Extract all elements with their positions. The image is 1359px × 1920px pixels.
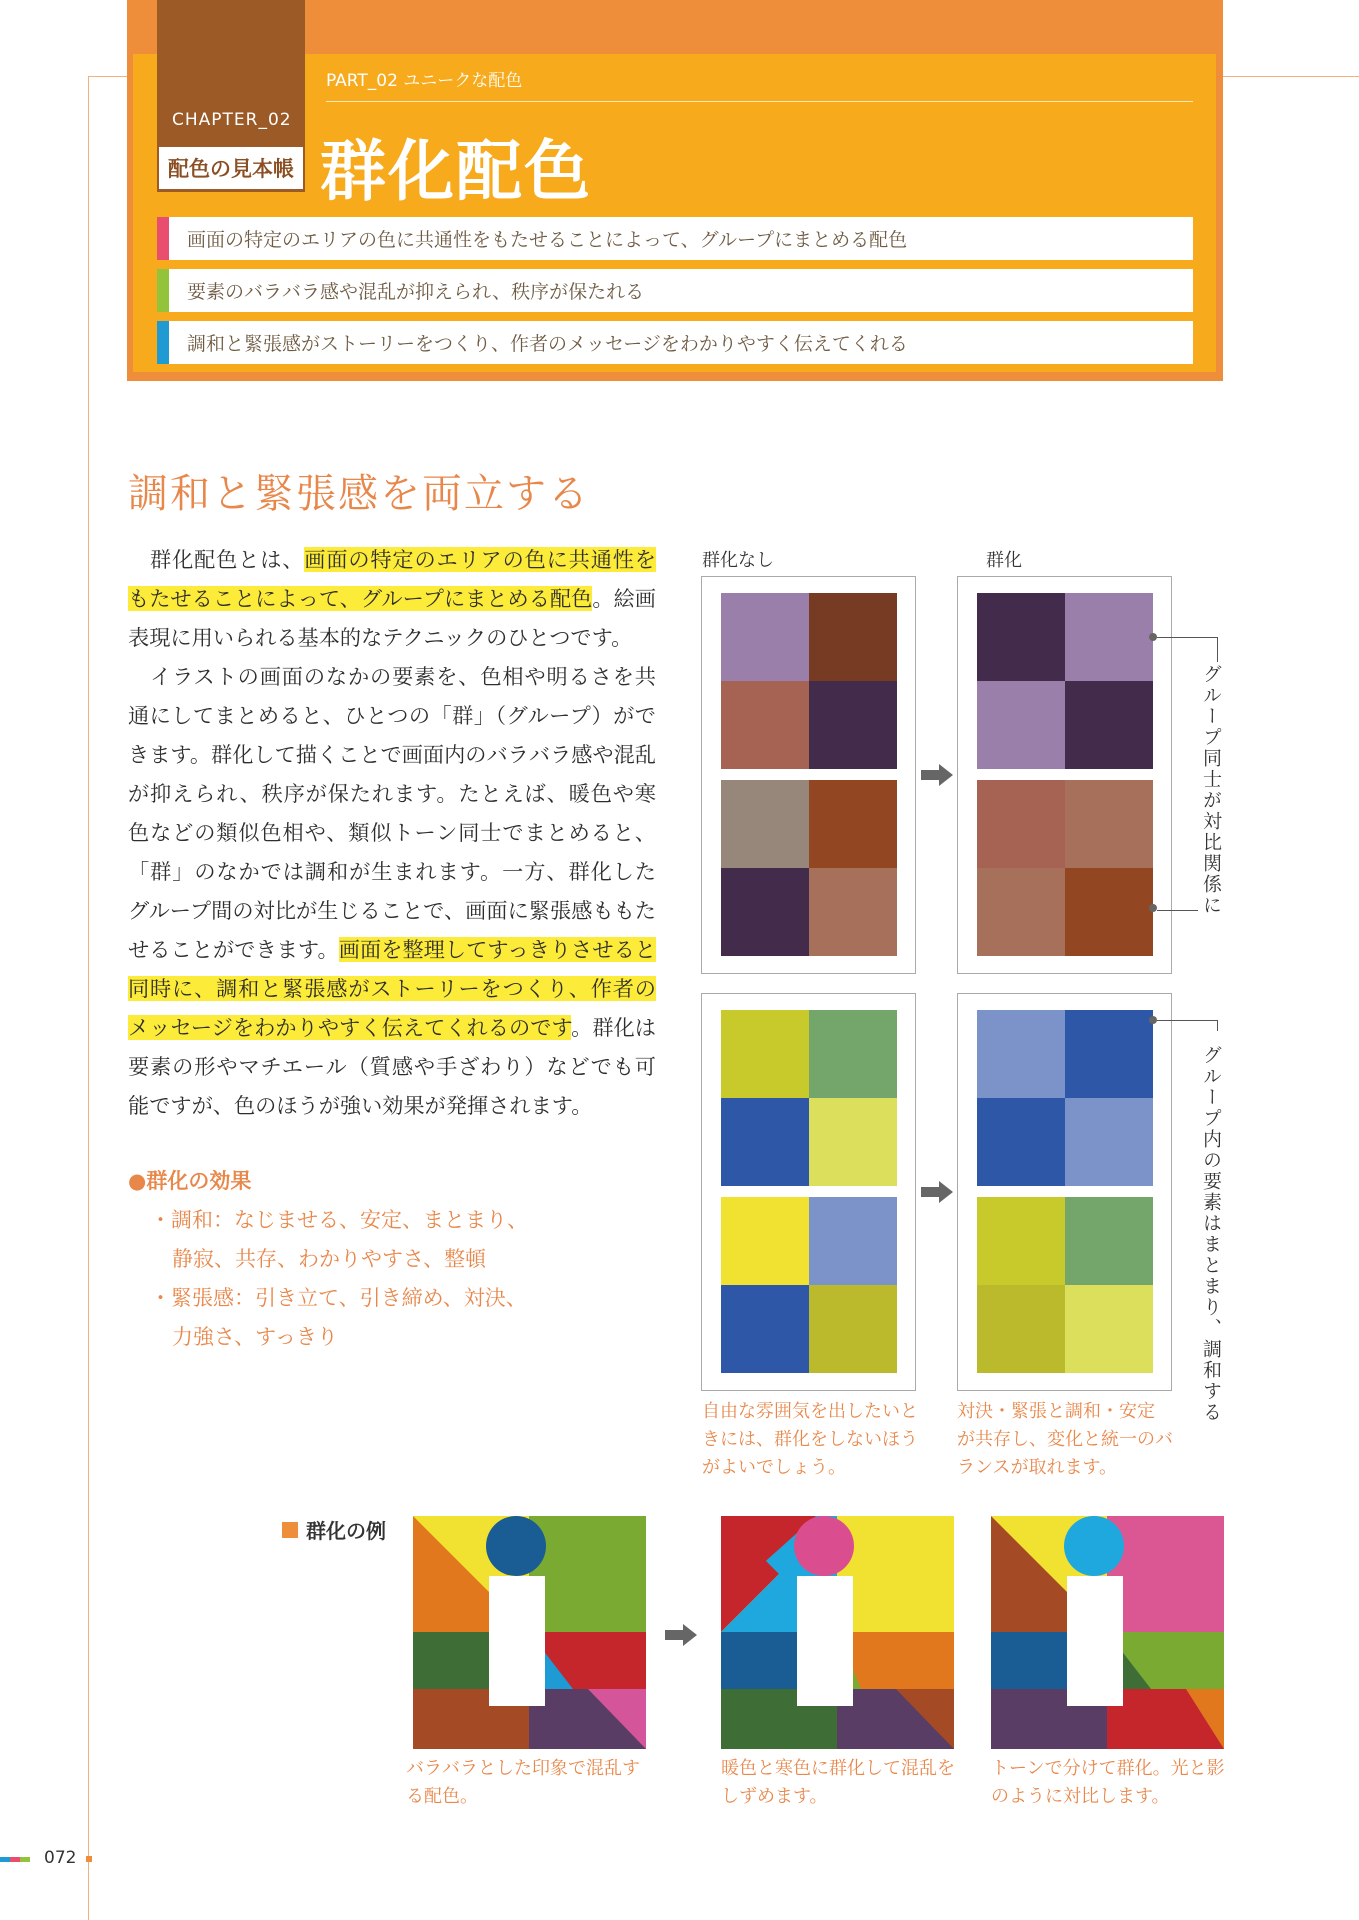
arrow-right-icon xyxy=(921,1179,955,1205)
color-swatch xyxy=(977,681,1065,769)
chapter-label: CHAPTER_02 xyxy=(172,110,292,130)
color-swatch xyxy=(809,1098,897,1186)
callout-text-bottom: グループ内の要素はまとまり、調和する xyxy=(1198,1043,1225,1425)
color-swatch xyxy=(809,868,897,956)
page-number: 072 xyxy=(44,1848,77,1868)
caption-line: のように対比します。 xyxy=(991,1786,1170,1807)
color-swatch xyxy=(1065,780,1153,868)
color-swatch xyxy=(721,1010,809,1098)
swatch-grid-no-grouping-2 xyxy=(721,780,897,956)
p2-text-b: 。群化は要素の形やマチエール（質感や手ざわり）などでも可能ですが、色のほうが強い効果が発揮されます。 xyxy=(128,1015,656,1118)
label-no-grouping: 群化なし xyxy=(702,550,774,571)
footer-mark-pink xyxy=(10,1857,20,1862)
color-swatch xyxy=(721,593,809,681)
page-frame-top-left xyxy=(88,76,128,77)
effect-line: 静寂、共存、わかりやすさ、整頓 xyxy=(172,1247,487,1271)
swatch-grid-grouping-3 xyxy=(977,1010,1153,1186)
label-grouping: 群化 xyxy=(986,550,1022,571)
color-swatch xyxy=(977,593,1065,681)
example-caption-2 xyxy=(721,1755,955,1811)
page-frame-vertical xyxy=(88,76,89,1920)
summary-text: 画面の特定のエリアの色に共通性をもたせることによって、グループにまとめる配色 xyxy=(187,229,908,251)
caption-line: しずめます。 xyxy=(721,1786,828,1807)
color-swatch xyxy=(1065,1285,1153,1373)
example-illustration-2 xyxy=(721,1516,954,1749)
effects-title: ●群化の効果 xyxy=(128,1169,252,1193)
color-swatch xyxy=(1065,1010,1153,1098)
color-swatch xyxy=(809,593,897,681)
summary-bar xyxy=(157,217,169,260)
footer-mark-orange xyxy=(86,1856,92,1862)
callout-bracket-bottom xyxy=(1157,1020,1218,1031)
footer-mark-blue xyxy=(0,1857,10,1862)
section-title: 調和と緊張感を両立する xyxy=(128,471,590,517)
color-swatch xyxy=(721,1197,809,1285)
color-swatch xyxy=(1065,681,1153,769)
color-swatch xyxy=(1065,1098,1153,1186)
caption-line: がよいでしょう。 xyxy=(702,1457,846,1478)
caption-line: 暖色と寒色に群化して混乱を xyxy=(721,1758,955,1779)
color-swatch xyxy=(721,780,809,868)
example-caption-3 xyxy=(991,1755,1225,1811)
example-illustration-1 xyxy=(413,1516,646,1749)
swatch-grid-grouping-2 xyxy=(977,780,1153,956)
color-swatch xyxy=(977,868,1065,956)
caption-no-grouping xyxy=(702,1398,918,1482)
caption-line: 対決・緊張と調和・安定 xyxy=(957,1401,1155,1422)
color-swatch xyxy=(977,1197,1065,1285)
page-frame-top-right xyxy=(1223,76,1359,77)
color-swatch xyxy=(1065,1197,1153,1285)
color-swatch xyxy=(721,1098,809,1186)
caption-line: きには、群化をしないほう xyxy=(702,1429,918,1450)
color-swatch xyxy=(1065,868,1153,956)
example-caption-1 xyxy=(406,1755,640,1811)
p1-text-b: 。絵画表現に用いられる基本的なテクニックのひとつです。 xyxy=(128,586,656,650)
examples-title xyxy=(282,1515,386,1544)
effect-line: ・緊張感：引き立て、引き締め、対決、 xyxy=(150,1286,527,1310)
caption-line: バラバラとした印象で混乱す xyxy=(406,1758,640,1779)
callout-dot xyxy=(1149,633,1157,641)
color-swatch xyxy=(1065,593,1153,681)
color-swatch xyxy=(809,681,897,769)
effect-line: 力強さ、すっきり xyxy=(172,1325,338,1349)
summary-text: 調和と緊張感がストーリーをつくり、作者のメッセージをわかりやすく伝えてくれる xyxy=(187,333,908,355)
caption-line: が共存し、変化と統一のバ xyxy=(957,1429,1173,1450)
footer-mark-green xyxy=(20,1857,30,1862)
color-swatch xyxy=(809,1285,897,1373)
summary-text: 要素のバラバラ感や混乱が抑えられ、秩序が保たれる xyxy=(187,281,645,303)
caption-line: 自由な雰囲気を出したいと xyxy=(702,1401,918,1422)
swatch-grid-grouping-1 xyxy=(977,593,1153,769)
callout-dot xyxy=(1149,904,1157,912)
p1-highlight: 画面の特定のエリアの色に共通性をもたせることによって、グループにまとめる配色 xyxy=(128,547,656,611)
summary-bar xyxy=(157,269,169,312)
swatch-grid-no-grouping-3 xyxy=(721,1010,897,1186)
page-title: 群化配色 xyxy=(320,133,592,210)
arrow-right-icon xyxy=(921,762,955,788)
p1-text-a: 群化配色とは、 xyxy=(150,547,305,572)
color-swatch xyxy=(977,1010,1065,1098)
summary-item-3 xyxy=(157,321,1193,364)
paragraph-1 xyxy=(128,547,656,650)
part-label: PART_02 ユニークな配色 xyxy=(326,71,523,91)
color-swatch xyxy=(977,780,1065,868)
examples-title-text: 群化の例 xyxy=(306,1519,386,1543)
color-swatch xyxy=(809,780,897,868)
color-swatch xyxy=(977,1285,1065,1373)
swatch-grid-no-grouping-4 xyxy=(721,1197,897,1373)
caption-grouping xyxy=(957,1398,1173,1482)
summary-bar xyxy=(157,321,169,364)
summary-item-2 xyxy=(157,269,1193,312)
caption-line: トーンで分けて群化。光と影 xyxy=(991,1758,1225,1779)
part-rule xyxy=(326,101,1193,102)
color-swatch xyxy=(721,1285,809,1373)
effect-line: ・調和：なじませる、安定、まとまり、 xyxy=(150,1208,528,1232)
body-text xyxy=(128,540,656,1125)
p2-highlight: 画面を整理してすっきりさせると同時に、調和と緊張感がストーリーをつくり、作者のメッセージをわかりやすく伝えてくれるのです xyxy=(128,937,656,1040)
book-badge: 配色の見本帳 xyxy=(157,145,305,191)
swatch-grid-grouping-4 xyxy=(977,1197,1153,1373)
arrow-right-icon xyxy=(665,1622,699,1648)
callout-text-top: グループ同士が対比関係に xyxy=(1198,662,1225,918)
swatch-grid-no-grouping-1 xyxy=(721,593,897,769)
caption-line: る配色。 xyxy=(406,1786,478,1807)
p2-text-a: イラストの画面のなかの要素を、色相や明るさを共通にしてまとめると、ひとつの「群」（グループ）ができます。群化して描くことで画面内のバラバラ感や混乱が抑えられ、秩序が保たれます。たとえば、暖色や寒色などの類似色相や、類似トーン同士でまとめると、「群」のなかでは調和が生まれます。一方、群化したグループ間の対比が生じることで、画面に緊張感ももたせることができます。 xyxy=(128,664,656,962)
callout-dot xyxy=(1149,1016,1157,1024)
color-swatch xyxy=(977,1098,1065,1186)
summary-item-1 xyxy=(157,217,1193,260)
square-icon xyxy=(282,1522,298,1538)
example-illustration-3 xyxy=(991,1516,1224,1749)
color-swatch xyxy=(721,681,809,769)
color-swatch xyxy=(721,868,809,956)
color-swatch xyxy=(809,1010,897,1098)
paragraph-2 xyxy=(128,664,656,1118)
caption-line: ランスが取れます。 xyxy=(957,1457,1118,1478)
color-swatch xyxy=(809,1197,897,1285)
